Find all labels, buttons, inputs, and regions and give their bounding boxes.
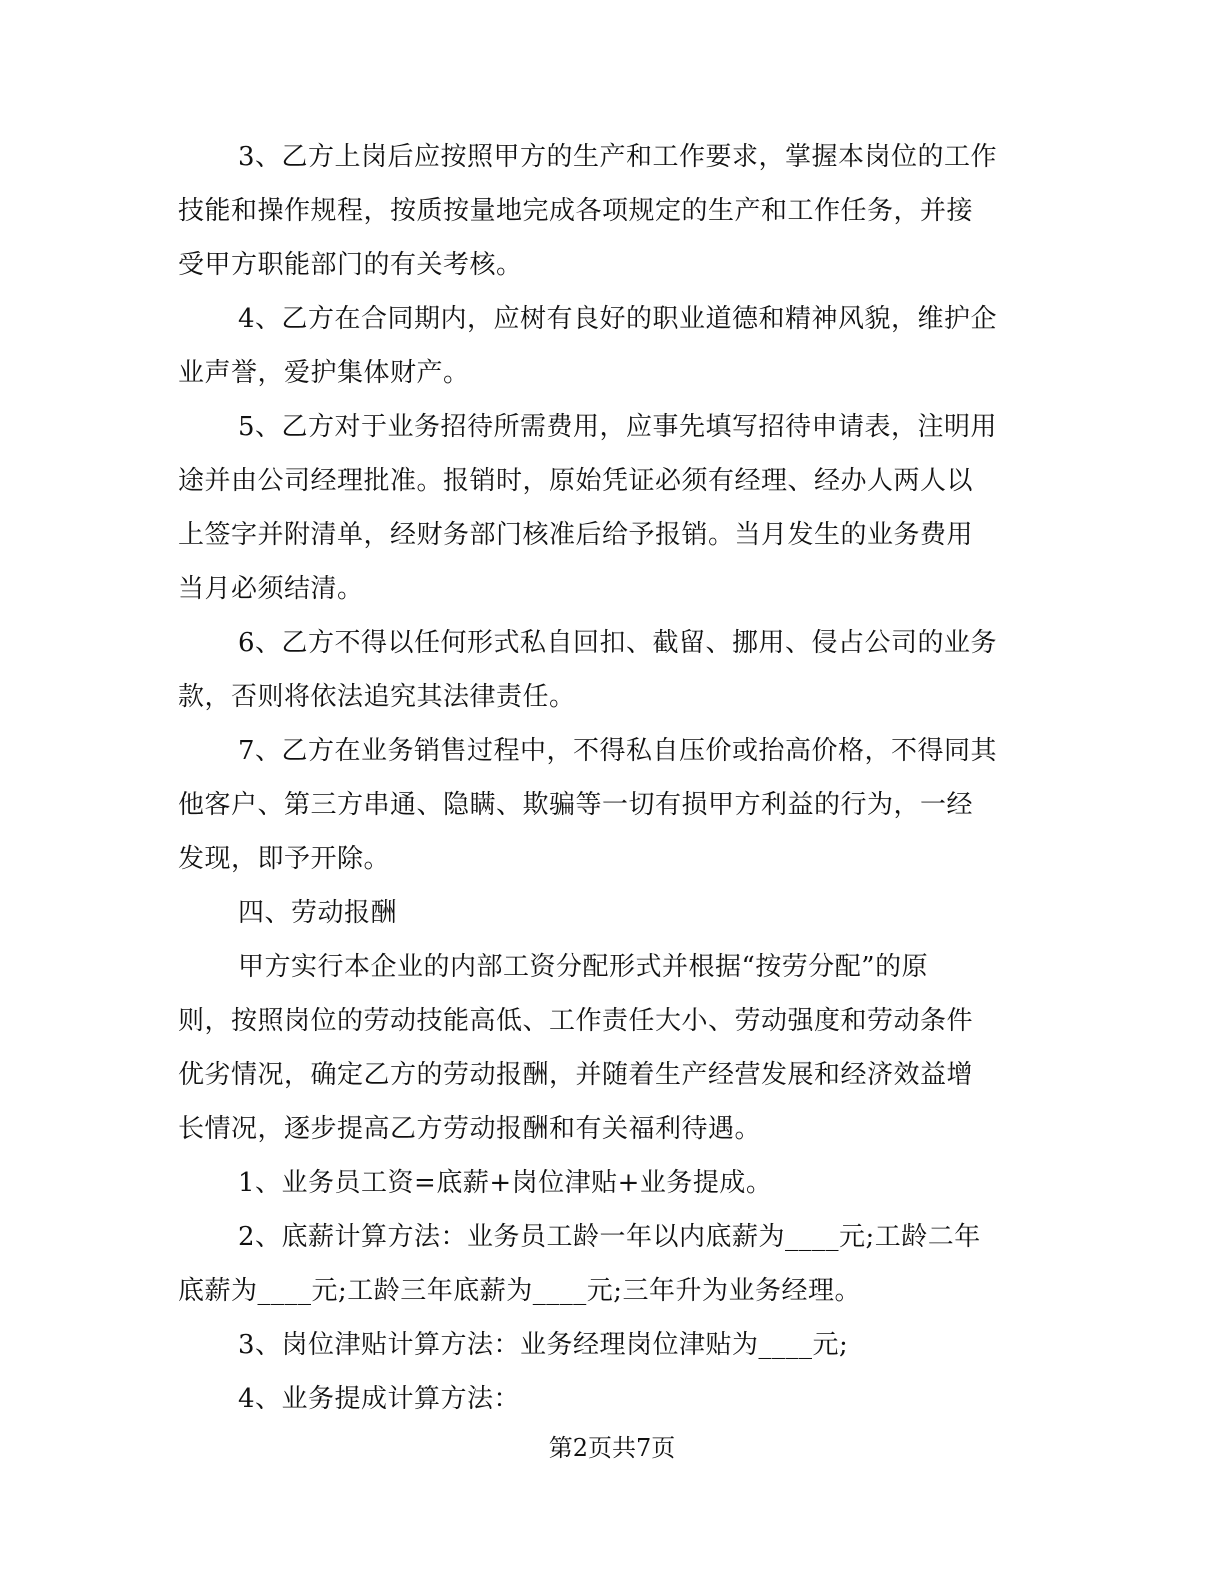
paragraph-line: 甲方实行本企业的内部工资分配形式并根据“按劳分配”的原 (238, 952, 929, 982)
paragraph-line: 上签字并附清单，经财务部门核准后给予报销。当月发生的业务费用 (178, 520, 974, 550)
paragraph-line: 技能和操作规程，按质按量地完成各项规定的生产和工作任务，并接 (178, 196, 974, 226)
paragraph-line: 1、业务员工资=底薪+岗位津贴+业务提成。 (238, 1168, 773, 1198)
paragraph-line: 5、乙方对于业务招待所需费用，应事先填写招待申请表，注明用 (238, 412, 998, 442)
paragraph-line: 发现，即予开除。 (178, 844, 391, 874)
paragraph-line: 则，按照岗位的劳动技能高低、工作责任大小、劳动强度和劳动条件 (178, 1006, 974, 1036)
paragraph-line: 当月必须结清。 (178, 574, 364, 604)
section-heading: 四、劳动报酬 (238, 898, 398, 928)
paragraph-line: 他客户、第三方串通、隐瞒、欺骗等一切有损甲方利益的行为，一经 (178, 790, 974, 820)
paragraph-line: 业声誉，爱护集体财产。 (178, 358, 470, 388)
paragraph-line: 优劣情况，确定乙方的劳动报酬，并随着生产经营发展和经济效益增 (178, 1060, 974, 1090)
paragraph-line: 底薪为____元;工龄三年底薪为____元;三年升为业务经理。 (178, 1276, 862, 1306)
paragraph-line: 7、乙方在业务销售过程中，不得私自压价或抬高价格，不得同其 (238, 736, 998, 766)
paragraph-line: 款，否则将依法追究其法律责任。 (178, 682, 576, 712)
paragraph-line: 受甲方职能部门的有关考核。 (178, 250, 523, 280)
paragraph-line: 4、乙方在合同期内，应树有良好的职业道德和精神风貌，维护企 (238, 304, 998, 334)
paragraph-line: 3、岗位津贴计算方法：业务经理岗位津贴为____元; (238, 1330, 849, 1360)
page-number-footer: 第2页共7页 (548, 1434, 676, 1462)
paragraph-line: 6、乙方不得以任何形式私自回扣、截留、挪用、侵占公司的业务 (238, 628, 998, 658)
paragraph-line: 长情况，逐步提高乙方劳动报酬和有关福利待遇。 (178, 1114, 762, 1144)
paragraph-line: 途并由公司经理批准。报销时，原始凭证必须有经理、经办人两人以 (178, 466, 974, 496)
document-body (178, 130, 1038, 1426)
paragraph-line: 2、底薪计算方法：业务员工龄一年以内底薪为____元;工龄二年 (238, 1222, 981, 1252)
paragraph-line: 4、业务提成计算方法： (238, 1384, 521, 1414)
paragraph-line: 3、乙方上岗后应按照甲方的生产和工作要求，掌握本岗位的工作 (238, 142, 998, 172)
